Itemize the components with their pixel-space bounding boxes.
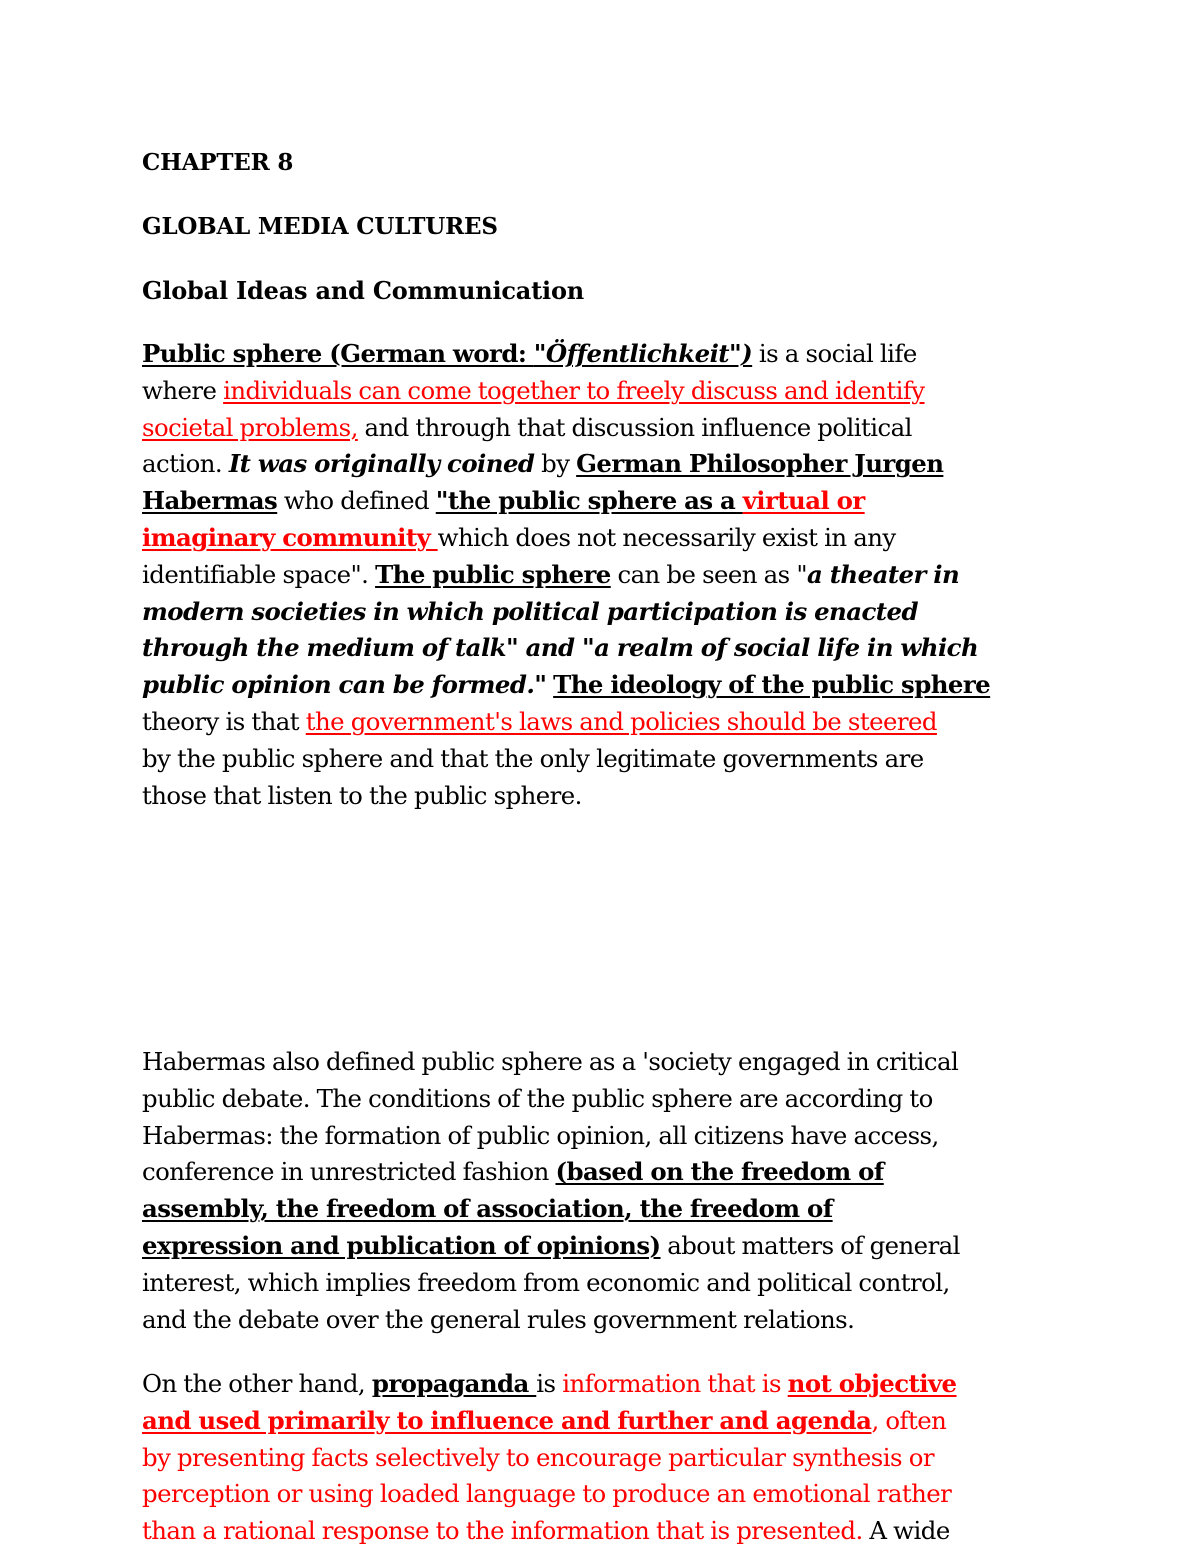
text-line <box>142 1513 1062 1550</box>
text-line <box>142 667 1062 704</box>
text-line: interest, which implies freedom from economic and political control, <box>142 1267 950 1297</box>
highlighted-term: not objective <box>787 1369 957 1398</box>
text-run: On the other hand, <box>142 1369 372 1398</box>
emphasis-text: a theater in <box>807 559 960 589</box>
text-line <box>142 557 1062 594</box>
text-run: who defined <box>277 486 436 516</box>
text-line <box>142 410 1062 447</box>
text-line: by the public sphere and that the only legitimate governments are <box>142 743 924 773</box>
text-line: public debate. The conditions of the public sphere are according to <box>142 1083 933 1113</box>
term-german-word: "Öffentlichkeit") <box>533 339 753 368</box>
text-run: conference in unrestricted fashion <box>142 1157 556 1187</box>
highlighted-term: virtual or <box>742 486 865 516</box>
text-line <box>142 373 1062 410</box>
text-run: where <box>142 375 224 405</box>
text-run: identifiable space". <box>142 559 376 589</box>
text-line <box>142 446 1062 483</box>
highlighted-term: imaginary community <box>142 522 438 552</box>
text-run: by <box>534 449 577 479</box>
text-line <box>142 520 1062 557</box>
highlighted-text: information that is <box>562 1369 788 1398</box>
text-line: those that listen to the public sphere. <box>142 780 582 810</box>
emphasis-text: It was originally coined <box>228 449 535 479</box>
highlighted-text: the government's laws and policies should be steered <box>305 706 937 736</box>
document-title: GLOBAL MEDIA CULTURES <box>142 213 498 240</box>
text-line <box>142 1154 1062 1191</box>
text-run: which does not necessarily exist in any <box>437 522 896 552</box>
chapter-heading: CHAPTER 8 <box>142 149 294 176</box>
text-run: action. <box>142 449 229 479</box>
text-run: A wide <box>862 1516 950 1546</box>
text-line <box>142 483 1062 520</box>
text-line: Habermas also defined public sphere as a 'society engaged in critical <box>142 1047 959 1076</box>
text-line <box>142 336 1062 373</box>
highlighted-text: , often <box>871 1405 947 1435</box>
highlighted-text: individuals can come together to freely discuss and identify <box>223 375 925 405</box>
term-ideology: The ideology of the public sphere <box>553 670 991 700</box>
text-line: Habermas: the formation of public opinion, all citizens have access, <box>142 1120 939 1150</box>
highlighted-text: societal problems, <box>142 412 358 442</box>
term-propaganda: propaganda <box>371 1369 537 1398</box>
highlighted-text: than a rational response to the information that is presented. <box>142 1516 863 1546</box>
text-run: about matters of general <box>660 1230 960 1260</box>
text-line: assembly, the freedom of association, the freedom of <box>142 1194 833 1224</box>
term-philosopher: German Philosopher Jurgen <box>576 449 944 479</box>
paragraph-habermas <box>142 1044 1062 1338</box>
paragraph-public-sphere <box>142 336 1062 814</box>
text-run: and through that discussion influence political <box>357 412 912 442</box>
text-line <box>142 1403 1062 1440</box>
section-heading: Global Ideas and Communication <box>142 276 584 305</box>
emphasis-freedoms: (based on the freedom of <box>555 1157 884 1187</box>
emphasis-freedoms: expression and publication of opinions) <box>142 1230 661 1260</box>
text-run: is a social life <box>752 339 917 368</box>
text-line <box>142 1228 1062 1265</box>
text-line: and the debate over the general rules government relations. <box>142 1304 855 1334</box>
text-line: by presenting facts selectively to encourage particular synthesis or <box>142 1442 934 1472</box>
text-line: modern societies in which political participation is enacted <box>142 596 918 626</box>
text-line: through the medium of talk" and "a realm of social life in which <box>142 633 979 663</box>
text-line: perception or using loaded language to produce an emotional rather <box>142 1479 952 1509</box>
text-run: can be seen as " <box>610 559 807 589</box>
quote-text: "the public sphere as a <box>435 486 743 516</box>
text-line <box>142 1366 1062 1403</box>
term-public-sphere: Public sphere (German word: <box>142 339 534 368</box>
text-run: is <box>536 1369 563 1398</box>
term-public-sphere: The public sphere <box>375 559 611 589</box>
emphasis-text: public opinion can be formed." <box>142 670 547 700</box>
text-run: theory is that <box>142 706 306 736</box>
highlighted-term: and used primarily to influence and further and agenda <box>142 1405 872 1435</box>
term-habermas: Habermas <box>142 486 278 516</box>
text-line <box>142 704 1062 741</box>
paragraph-propaganda <box>142 1366 1062 1550</box>
